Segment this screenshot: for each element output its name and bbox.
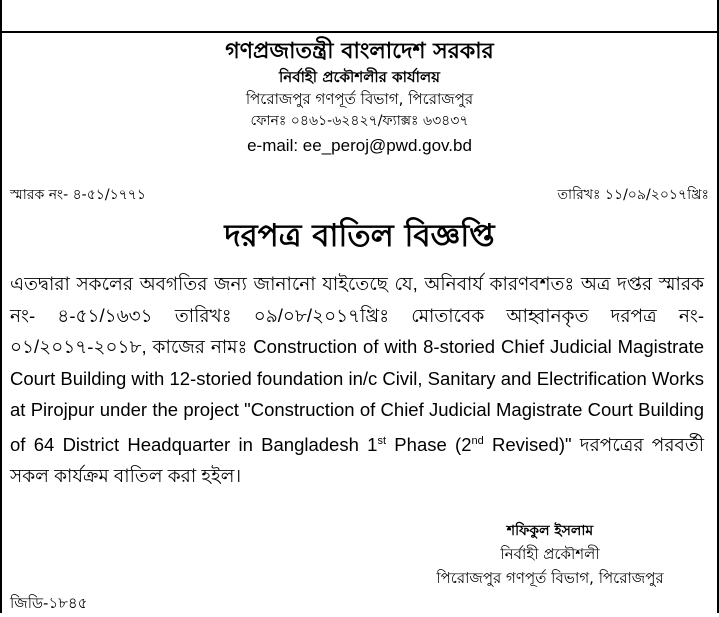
division-name: পিরোজপুর গণপূর্ত বিভাগ, পিরোজপুর (245, 90, 474, 109)
body-text-1: এতদ্বারা সকলের অবগতির জন্য জানানো যাইতেছে যে, অনিবার্য কারণবশতঃ অত্র দপ্তর স্মারক নং- ৪-৫১/১৬৩১ তারিখঃ ০৯/০৮/২০১৭খ্রিঃ মোতাবেক আহ্বানকৃত দরপত্র নং- ০১/২০১৭-২০১৮, কাজের নামঃ Construction of with 8-storied Chief Judicial Magistrate Court Building with 12-storied foundation in/c Civil, Sanitary and Electrification Works at Pirojpur under the project "Construction of Chief Judicial Magistrate Court Building of 64 District Headquarter in Bangladesh 1 (10, 273, 704, 455)
gd-number: জিডি-১৮৪৫ (10, 594, 88, 612)
signatory-designation: নির্বাহী প্রকৌশলী (500, 545, 600, 563)
notice-body (10, 268, 704, 492)
office-name: নির্বাহী প্রকৌশলীর কার্যালয় (278, 67, 440, 86)
letterhead (0, 38, 719, 156)
ordinal-nd: nd (471, 434, 484, 447)
top-divider (0, 31, 719, 33)
signatory-name: শফিকুল ইসলাম (506, 523, 594, 539)
phone-fax: ফোনঃ ০৪৬১-৬২৪২৭/ফ্যাক্সঃ ৬৩৪৩৭ (250, 113, 469, 129)
email-address: e-mail: ee_peroj@pwd.gov.bd (247, 135, 472, 155)
issue-date: তারিখঃ ১১/০৯/২০১৭খ্রিঃ (557, 187, 709, 203)
ordinal-st: st (377, 434, 387, 447)
signature-block (400, 520, 700, 590)
body-text-2: Phase (2 (386, 433, 472, 455)
signatory-office: পিরোজপুর গণপূর্ত বিভাগ, পিরোজপুর (436, 569, 664, 587)
body-text-3: Revised)" দরপত্রের পরবর্তী সকল কার্যক্রম বাতিল করা হইল। (10, 433, 705, 487)
memo-number: স্মারক নং- ৪-৫১/১৭৭১ (10, 187, 146, 203)
notice-title: দরপত্র বাতিল বিজ্ঞপ্তি (224, 218, 495, 254)
government-name: গণপ্রজাতন্ত্রী বাংলাদেশ সরকার (225, 39, 494, 64)
